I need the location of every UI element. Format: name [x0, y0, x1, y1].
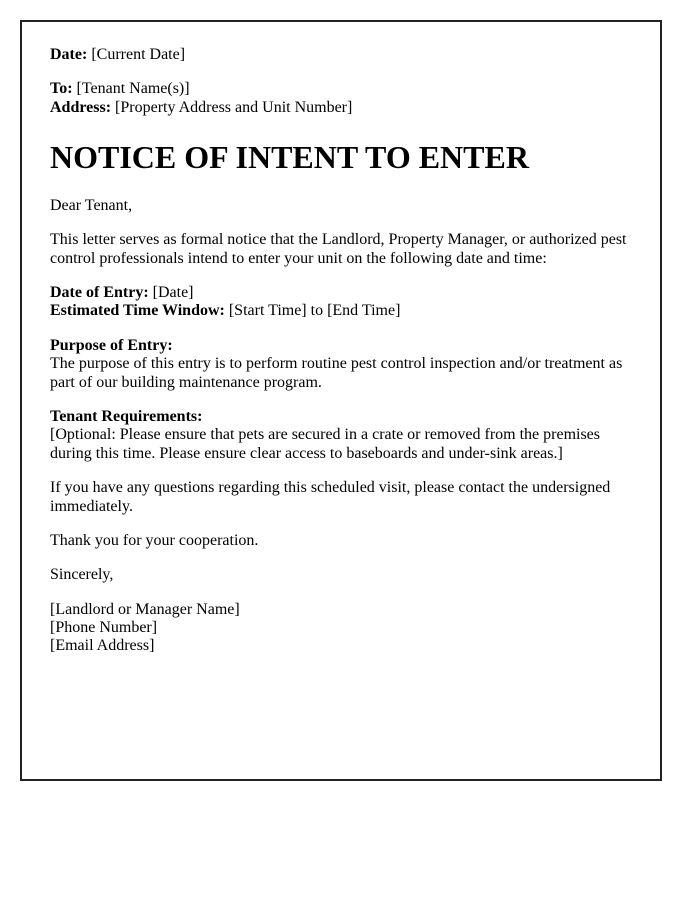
to-label: To: [50, 80, 73, 98]
signature-block [50, 601, 632, 656]
date-value: [Current Date] [87, 46, 186, 63]
requirements-label: Tenant Requirements: [50, 407, 203, 425]
signature-name: [Landlord or Manager Name] [50, 600, 240, 618]
address-value: [Property Address and Unit Number] [111, 98, 353, 116]
letter-title: NOTICE OF INTENT TO ENTER [50, 138, 529, 175]
time-window-value: [Start Time] to [End Time] [224, 302, 401, 320]
requirements-block [50, 408, 632, 463]
thanks-paragraph: Thank you for your cooperation. [50, 531, 259, 549]
purpose-block [50, 337, 632, 392]
date-label: Date: [50, 46, 88, 63]
signature-email: [Email Address] [50, 637, 155, 655]
recipient-block [50, 80, 632, 117]
entry-date-label: Date of Entry: [50, 284, 149, 302]
entry-date-value: [Date] [148, 284, 194, 302]
salutation: Dear Tenant, [50, 196, 133, 214]
questions-paragraph: If you have any questions regarding this scheduled visit, please contact the undersigned immediately. [50, 479, 611, 515]
requirements-text: [Optional: Please ensure that pets are secured in a crate or removed from the premises during this time. Please ensure clear access to baseboards and under-sink areas.] [50, 426, 601, 462]
time-window-label: Estimated Time Window: [50, 302, 225, 320]
purpose-text: The purpose of this entry is to perform routine pest control inspection and/or treatment as part of our building maintenance program. [50, 355, 623, 391]
address-label: Address: [50, 98, 112, 116]
date-line [50, 46, 632, 64]
purpose-label: Purpose of Entry: [50, 336, 173, 354]
intro-paragraph: This letter serves as formal notice that the Landlord, Property Manager, or authorized pest control professionals intend to enter your unit on the following date and time: [50, 231, 627, 267]
signature-phone: [Phone Number] [50, 619, 158, 637]
entry-details-block [50, 284, 632, 321]
letter-document [20, 20, 662, 781]
closing: Sincerely, [50, 566, 114, 584]
to-value: [Tenant Name(s)] [72, 80, 190, 98]
